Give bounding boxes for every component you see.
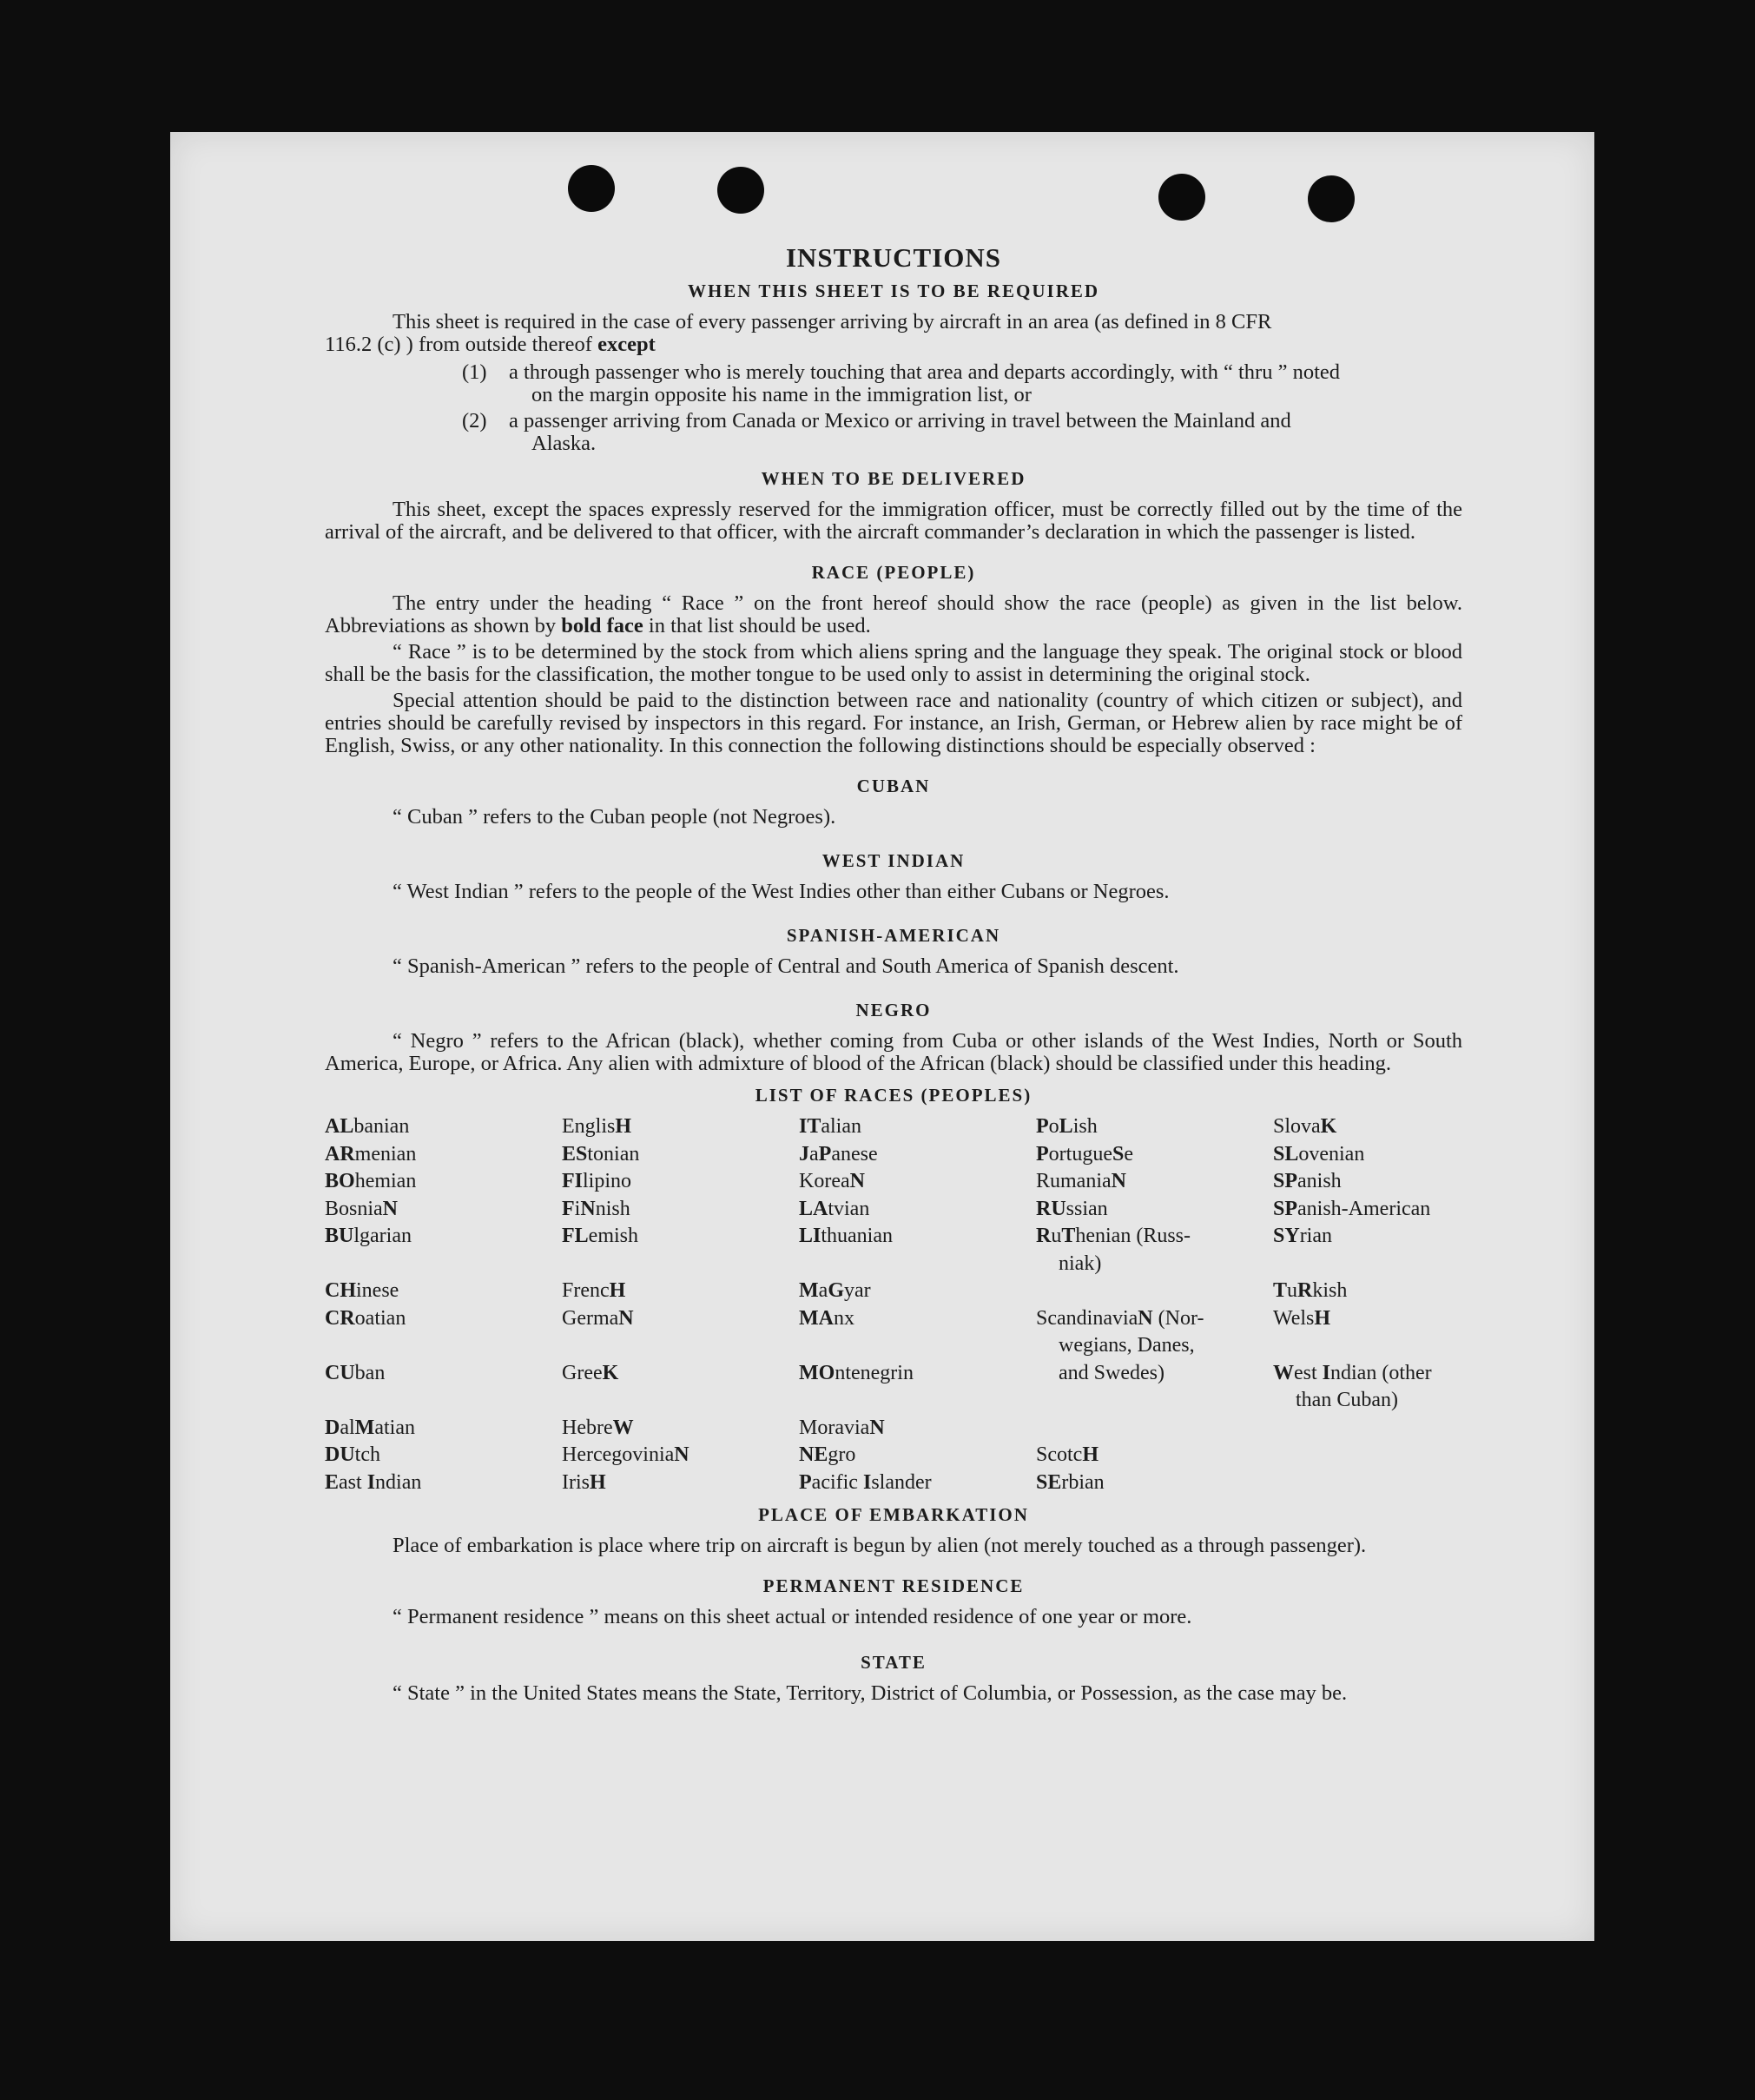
- race-entry: [325, 1278, 562, 1305]
- race-entry: [325, 1442, 562, 1469]
- race-text: Scotc: [1036, 1443, 1083, 1466]
- race-text: nx: [833, 1306, 854, 1330]
- race-abbrev: I: [862, 1470, 872, 1494]
- race-abbrev: R: [1036, 1225, 1052, 1247]
- race-text: Korea: [799, 1170, 850, 1192]
- race-abbrev: AL: [325, 1115, 354, 1138]
- race-entry: [325, 1141, 562, 1169]
- race-abbrev: I: [1322, 1361, 1331, 1384]
- punch-hole: [1308, 175, 1355, 222]
- race-abbrev: T: [1061, 1225, 1076, 1247]
- race-abbrev: N: [849, 1170, 865, 1192]
- section-heading-required: WHEN THIS SHEET IS TO BE REQUIRED: [687, 281, 1100, 301]
- race-text: ndian: [375, 1470, 422, 1494]
- race-abbrev: N: [869, 1416, 885, 1439]
- race-entry: [562, 1223, 799, 1278]
- race-abbrev: L: [1059, 1115, 1073, 1138]
- section-heading-spanish-american: SPANISH-AMERICAN: [786, 925, 1001, 946]
- race-abbrev: H: [1314, 1306, 1331, 1330]
- race-abbrev: N: [674, 1443, 689, 1466]
- race-entry: [1273, 1469, 1462, 1497]
- race-text: ast: [339, 1470, 367, 1494]
- race-abbrev: MO: [799, 1361, 835, 1384]
- race-abbrev: SE: [1036, 1470, 1062, 1494]
- exception-1-line1: a through passenger who is merely touching that area and departs accordingly, with “ thru ” noted: [509, 360, 1341, 384]
- race-p1-bold: bold face: [561, 614, 643, 637]
- race-abbrev: W: [612, 1416, 634, 1439]
- race-abbrev: D: [325, 1416, 340, 1439]
- race-abbrev: P: [1036, 1142, 1049, 1166]
- race-text: lipino: [583, 1170, 632, 1192]
- section-heading-west-indian: WEST INDIAN: [821, 850, 966, 871]
- section-heading-cuban: CUBAN: [856, 776, 931, 796]
- race-paragraph-2: “ Race ” is to be determined by the stock from which aliens spring and the language they speak. The original stock or blood shall be the basis for the classification, the mother tongue to be used only to assist in determining the original stock.: [325, 640, 1462, 686]
- section-heading-negro: NEGRO: [855, 1000, 932, 1020]
- race-text: Iris: [562, 1470, 590, 1494]
- race-text: inese: [356, 1279, 399, 1302]
- race-text: tvian: [828, 1197, 870, 1220]
- race-abbrev: H: [1082, 1443, 1099, 1466]
- race-text: Wels: [1273, 1306, 1315, 1330]
- race-text: rian: [1299, 1225, 1332, 1247]
- race-continuation: wegians, Danes,: [1059, 1334, 1195, 1357]
- race-entry: [799, 1196, 1036, 1224]
- race-text: est: [1294, 1361, 1323, 1384]
- section-heading-delivered: WHEN TO BE DELIVERED: [761, 468, 1026, 489]
- race-continuation: than Cuban): [1296, 1389, 1398, 1411]
- race-text: anish-American: [1297, 1197, 1431, 1220]
- race-entry: [325, 1223, 562, 1278]
- race-text: i: [574, 1197, 581, 1220]
- race-abbrev: RU: [1036, 1197, 1066, 1220]
- race-entry: [325, 1196, 562, 1224]
- race-text: Gree: [562, 1361, 603, 1384]
- race-abbrev: CH: [325, 1279, 356, 1302]
- delivered-text: This sheet, except the spaces expressly reserved for the immigration officer, must be correctly filled out by the time of the arrival of the aircraft, and be delivered to that officer, with the aircraft commander’s declaration in which the passenger is listed.: [325, 498, 1462, 544]
- race-entry: [1036, 1305, 1273, 1360]
- race-entry: [799, 1278, 1036, 1305]
- race-continuation: niak): [1059, 1251, 1102, 1275]
- race-text: ortugue: [1048, 1142, 1112, 1166]
- race-text: a: [809, 1142, 819, 1166]
- races-list: [325, 1113, 1462, 1496]
- section-heading-residence: PERMANENT RESIDENCE: [762, 1575, 1025, 1596]
- race-entry: [325, 1415, 562, 1443]
- race-entry: [1273, 1415, 1462, 1443]
- race-entry: [1036, 1168, 1273, 1196]
- race-abbrev: N: [1138, 1306, 1153, 1330]
- exception-1-number: (1): [462, 360, 487, 384]
- race-entry: [325, 1168, 562, 1196]
- race-abbrev: H: [615, 1115, 632, 1138]
- race-abbrev: H: [590, 1470, 606, 1494]
- punch-hole: [568, 165, 615, 212]
- race-entry: [1036, 1113, 1273, 1141]
- race-text: alian: [821, 1115, 861, 1138]
- punch-hole: [1158, 174, 1205, 221]
- race-entry: [799, 1141, 1036, 1169]
- race-abbrev: M: [354, 1416, 375, 1439]
- race-text: ish: [1072, 1115, 1098, 1138]
- race-abbrev: MA: [799, 1306, 834, 1330]
- race-abbrev: DU: [325, 1443, 355, 1466]
- race-entry: [799, 1360, 1036, 1415]
- race-entry: [1036, 1141, 1273, 1169]
- race-entry: [562, 1168, 799, 1196]
- race-entry: [1036, 1223, 1273, 1278]
- race-paragraph-1: [325, 592, 1462, 637]
- race-abbrev: K: [1320, 1115, 1337, 1138]
- race-abbrev: N: [580, 1197, 596, 1220]
- race-entry: [562, 1141, 799, 1169]
- section-heading-embarkation: PLACE OF EMBARKATION: [758, 1504, 1029, 1525]
- race-paragraph-3: Special attention should be paid to the distinction between race and nationality (country of which citizen or subject), and entries should be carefully revised by inspectors in this regard. For instance, an Irish, German, or Hebrew alien by race might be of English, Swiss, or any other nationality. In this connection the following distinctions should be especially observed :: [325, 689, 1462, 757]
- race-text: banian: [353, 1115, 410, 1138]
- race-entry: [799, 1415, 1036, 1443]
- race-text: Hebre: [562, 1416, 613, 1439]
- instructions-content: [325, 242, 1462, 1708]
- required-intro: This sheet is required in the case of every passenger arriving by aircraft in an area (as defined in 8 CFR: [393, 310, 1272, 333]
- race-text: oatian: [354, 1306, 406, 1330]
- state-text: “ State ” in the United States means the State, Territory, District of Columbia, or Possession, as the case may be.: [393, 1681, 1348, 1705]
- race-text: ovenian: [1298, 1142, 1365, 1166]
- race-text: Englis: [562, 1115, 616, 1138]
- race-text: ban: [354, 1361, 386, 1384]
- race-entry: [1273, 1168, 1462, 1196]
- required-intro-cont: [325, 333, 1462, 356]
- race-abbrev: FL: [562, 1225, 589, 1247]
- race-abbrev: N: [1111, 1170, 1126, 1192]
- race-entry: [562, 1278, 799, 1305]
- race-abbrev: SL: [1273, 1142, 1299, 1166]
- embarkation-text: Place of embarkation is place where trip on aircraft is begun by alien (not merely touched as a through passenger).: [393, 1534, 1367, 1557]
- race-abbrev: P: [799, 1470, 812, 1494]
- race-entry: [1273, 1360, 1462, 1415]
- race-abbrev: I: [366, 1470, 376, 1494]
- race-text: ntenegrin: [835, 1361, 914, 1384]
- race-entry: [325, 1305, 562, 1360]
- race-text: Hercegovinia: [562, 1443, 675, 1466]
- race-entry: [562, 1360, 799, 1415]
- race-abbrev: SY: [1273, 1225, 1300, 1247]
- race-text: a: [818, 1279, 828, 1302]
- race-text: thuanian: [821, 1225, 893, 1247]
- race-abbrev: J: [799, 1142, 809, 1166]
- race-text: e: [1124, 1142, 1133, 1166]
- race-abbrev: F: [562, 1197, 575, 1220]
- race-abbrev: CU: [325, 1361, 355, 1384]
- race-text: Moravia: [799, 1416, 870, 1439]
- race-abbrev: FI: [562, 1170, 583, 1192]
- race-text: Frenc: [562, 1279, 610, 1302]
- race-text: Slova: [1273, 1115, 1321, 1138]
- document-sheet: [170, 132, 1594, 1941]
- race-abbrev: N: [618, 1306, 634, 1330]
- race-text: tch: [354, 1443, 380, 1466]
- cuban-text: “ Cuban ” refers to the Cuban people (not Negroes).: [393, 805, 836, 829]
- race-abbrev: W: [1273, 1361, 1294, 1384]
- race-entry: [1036, 1360, 1273, 1415]
- exception-1: [325, 361, 1462, 406]
- race-entry: [1273, 1196, 1462, 1224]
- race-abbrev: AR: [325, 1142, 355, 1166]
- race-entry: [799, 1168, 1036, 1196]
- negro-text: “ Negro ” refers to the African (black), whether coming from Cuba or other islands of the West Indies, North or South America, Europe, or Africa. Any alien with admixture of blood of the African (black) should be classified under this heading.: [325, 1029, 1462, 1075]
- race-p1-a: The entry under the heading “ Race ” on the front hereof should show the race (people) as given in the list below. Abbreviations as shown by: [325, 591, 1462, 637]
- race-abbrev: E: [325, 1470, 340, 1494]
- race-text: rbian: [1061, 1470, 1105, 1494]
- race-text: Rumania: [1036, 1170, 1112, 1192]
- exception-2-number: (2): [462, 409, 487, 433]
- race-entry: [562, 1113, 799, 1141]
- race-abbrev: P: [818, 1142, 832, 1166]
- race-abbrev: SP: [1273, 1197, 1298, 1220]
- race-text: acific: [811, 1470, 863, 1494]
- race-abbrev: N: [382, 1197, 399, 1220]
- exception-2-text: [509, 410, 1462, 455]
- race-entry: [325, 1360, 562, 1415]
- race-text: Germa: [562, 1306, 619, 1330]
- race-text: al: [340, 1416, 355, 1439]
- race-entry: [799, 1223, 1036, 1278]
- west-indian-text: “ West Indian ” refers to the people of the West Indies other than either Cubans or Negroes.: [393, 880, 1170, 903]
- race-text: henian (Russ-: [1075, 1225, 1191, 1247]
- race-entry: [562, 1469, 799, 1497]
- race-entry: [1036, 1196, 1273, 1224]
- section-heading-list-of-races: LIST OF RACES (PEOPLES): [755, 1085, 1033, 1106]
- race-abbrev: BU: [325, 1225, 354, 1247]
- race-text: ssian: [1066, 1197, 1108, 1220]
- race-entry: [562, 1196, 799, 1224]
- race-entry: [799, 1305, 1036, 1360]
- race-text: yar: [843, 1279, 871, 1302]
- race-entry: [1036, 1442, 1273, 1469]
- race-entry: [1036, 1469, 1273, 1497]
- race-text: slander: [871, 1470, 932, 1494]
- race-abbrev: LA: [799, 1197, 828, 1220]
- race-abbrev: R: [1297, 1279, 1313, 1302]
- race-entry: [1036, 1415, 1273, 1443]
- race-entry: [799, 1113, 1036, 1141]
- race-text: kish: [1312, 1279, 1348, 1302]
- exception-2: [325, 410, 1462, 455]
- race-entry: [562, 1415, 799, 1443]
- race-entry: [1273, 1442, 1462, 1469]
- race-text: (Nor-: [1152, 1306, 1204, 1330]
- race-entry: [1036, 1278, 1273, 1305]
- spanish-american-text: “ Spanish-American ” refers to the people of Central and South America of Spanish descent.: [393, 954, 1179, 978]
- race-abbrev: ES: [562, 1142, 588, 1166]
- required-intro-cont-text: 116.2 (c) ) from outside thereof: [325, 333, 592, 356]
- race-entry: [799, 1469, 1036, 1497]
- race-text: anese: [831, 1142, 878, 1166]
- race-entry: [1273, 1278, 1462, 1305]
- race-text: gro: [828, 1443, 856, 1466]
- race-entry: [1273, 1113, 1462, 1141]
- race-entry: [562, 1305, 799, 1360]
- race-abbrev: T: [1273, 1279, 1288, 1302]
- race-text: emish: [588, 1225, 638, 1247]
- section-heading-race: RACE (PEOPLE): [811, 562, 976, 583]
- race-abbrev: IT: [799, 1115, 821, 1138]
- section-heading-state: STATE: [861, 1652, 927, 1673]
- race-text: tonian: [587, 1142, 640, 1166]
- race-entry: [1273, 1305, 1462, 1360]
- race-text: o: [1048, 1115, 1059, 1138]
- race-text: atian: [374, 1416, 415, 1439]
- race-text: menian: [354, 1142, 417, 1166]
- race-abbrev: K: [602, 1361, 619, 1384]
- race-text: Scandinavia: [1036, 1306, 1138, 1330]
- race-text: lgarian: [353, 1225, 412, 1247]
- race-abbrev: SP: [1273, 1170, 1298, 1192]
- exception-1-text: [509, 361, 1462, 406]
- race-abbrev: G: [828, 1279, 844, 1302]
- exception-2-line1: a passenger arriving from Canada or Mexico or arriving in travel between the Mainland and: [509, 409, 1291, 433]
- race-entry: [1273, 1223, 1462, 1278]
- race-abbrev: M: [799, 1279, 819, 1302]
- race-text: anish: [1297, 1170, 1342, 1192]
- exception-2-line2: Alaska.: [531, 432, 597, 455]
- race-abbrev: S: [1112, 1142, 1125, 1166]
- race-text: nish: [595, 1197, 630, 1220]
- race-abbrev: NE: [799, 1443, 828, 1466]
- race-text: ndian (other: [1330, 1361, 1432, 1384]
- race-entry: [1273, 1141, 1462, 1169]
- required-except: except: [597, 333, 656, 356]
- race-abbrev: CR: [325, 1306, 355, 1330]
- race-text: hemian: [354, 1170, 417, 1192]
- race-abbrev: P: [1036, 1115, 1049, 1138]
- race-entry: [325, 1113, 562, 1141]
- residence-text: “ Permanent residence ” means on this sheet actual or intended residence of one year or more.: [393, 1605, 1192, 1628]
- exception-1-line2: on the margin opposite his name in the immigration list, or: [531, 383, 1032, 406]
- race-entry: [799, 1442, 1036, 1469]
- page-title: INSTRUCTIONS: [785, 242, 1001, 273]
- race-abbrev: BO: [325, 1170, 355, 1192]
- race-abbrev: LI: [799, 1225, 821, 1247]
- race-continuation: and Swedes): [1059, 1361, 1165, 1384]
- race-text: Bosnia: [325, 1197, 383, 1220]
- race-entry: [562, 1442, 799, 1469]
- punch-hole: [717, 167, 764, 214]
- race-abbrev: H: [609, 1279, 626, 1302]
- race-text: u: [1287, 1279, 1298, 1302]
- race-entry: [325, 1469, 562, 1497]
- race-p1-b: in that list should be used.: [648, 614, 871, 637]
- race-text: u: [1051, 1225, 1062, 1247]
